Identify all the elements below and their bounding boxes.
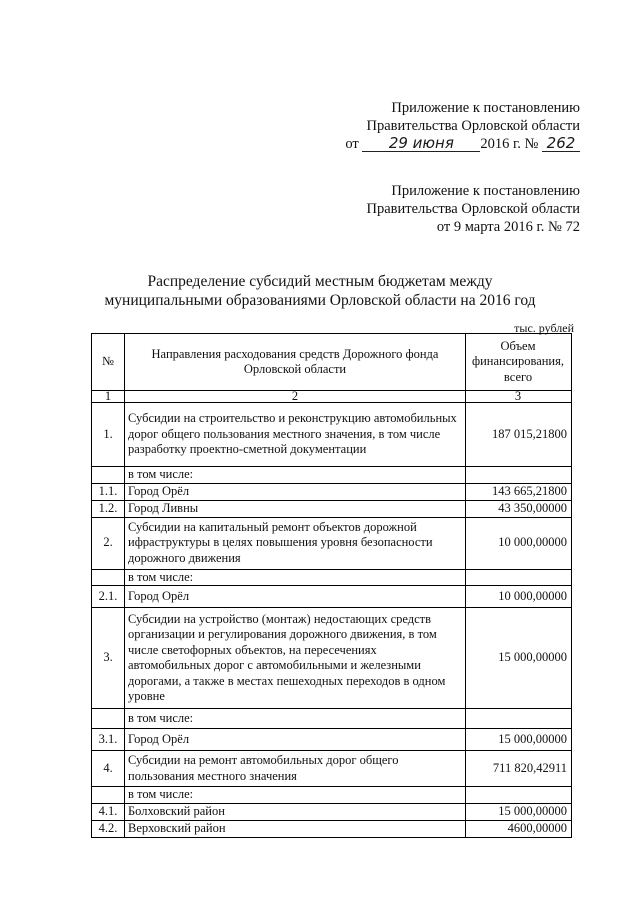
title-line-1: Распределение субсидий местным бюджетам между	[147, 273, 493, 290]
row-num	[92, 467, 125, 484]
handwritten-number: 262	[542, 135, 580, 152]
table-row	[92, 804, 572, 821]
row-amount	[466, 709, 572, 729]
table-row	[92, 569, 572, 586]
row-num: 3.1.	[92, 729, 125, 751]
row-num	[92, 787, 125, 804]
header-direction: Направления расходования средств Дорожного фонда Орловской области	[125, 334, 466, 391]
row-amount	[466, 787, 572, 804]
table-header-row	[92, 334, 572, 391]
row-text: Город Орёл	[125, 586, 466, 608]
row-num: 4.2.	[92, 821, 125, 838]
handwritten-date: 29 июня	[362, 135, 480, 152]
row-amount: 15 000,00000	[466, 804, 572, 821]
table-row	[92, 403, 572, 467]
row-text: в том числе:	[125, 569, 466, 586]
row-amount: 187 015,21800	[466, 403, 572, 467]
row-amount: 15 000,00000	[466, 729, 572, 751]
row-amount: 10 000,00000	[466, 517, 572, 569]
col-number: 2	[125, 391, 466, 403]
table-row	[92, 483, 572, 500]
row-text: в том числе:	[125, 787, 466, 804]
date-prefix: от	[345, 136, 359, 152]
row-text: Город Ливны	[125, 500, 466, 517]
col-number: 3	[466, 391, 572, 403]
row-num: 4.	[92, 751, 125, 787]
header-num: №	[92, 334, 125, 391]
row-text: Город Орёл	[125, 483, 466, 500]
col-number: 1	[92, 391, 125, 403]
prev-header-line-1: Приложение к постановлению	[391, 183, 580, 199]
prev-header-line-2: Правительства Орловской области	[366, 201, 580, 217]
table-row	[92, 787, 572, 804]
row-num: 1.1.	[92, 483, 125, 500]
row-text: Субсидии на ремонт автомобильных дорог общего пользования местного значения	[125, 751, 466, 787]
table-row	[92, 517, 572, 569]
row-text: Город Орёл	[125, 729, 466, 751]
row-text: в том числе:	[125, 709, 466, 729]
title-line-2: муниципальными образованиями Орловской области на 2016 год	[104, 292, 536, 309]
row-text: Верховский район	[125, 821, 466, 838]
table-row	[92, 608, 572, 709]
units-label: тыс. рублей	[514, 321, 574, 335]
prev-header-line-3: от 9 марта 2016 г. № 72	[436, 219, 580, 235]
row-num: 4.1.	[92, 804, 125, 821]
row-num	[92, 709, 125, 729]
row-text: в том числе:	[125, 467, 466, 484]
row-amount: 143 665,21800	[466, 483, 572, 500]
row-amount: 43 350,00000	[466, 500, 572, 517]
row-num: 2.1.	[92, 586, 125, 608]
row-num: 2.	[92, 517, 125, 569]
subsidy-table	[91, 333, 572, 838]
table-row	[92, 467, 572, 484]
header-current-decree	[330, 99, 580, 153]
header-amount: Объем финансирования, всего	[466, 334, 572, 391]
row-text: Субсидии на строительство и реконструкцию автомобильных дорог общего пользования местного значения, в том числе разработку проектно-сметной документации	[125, 403, 466, 467]
row-amount: 4600,00000	[466, 821, 572, 838]
header-previous-decree	[330, 182, 580, 236]
row-amount: 15 000,00000	[466, 608, 572, 709]
header-line-2: Правительства Орловской области	[366, 118, 580, 134]
header-line-1: Приложение к постановлению	[391, 100, 580, 116]
row-amount: 711 820,42911	[466, 751, 572, 787]
document-title	[60, 272, 580, 310]
table-row	[92, 821, 572, 838]
header-date-line	[330, 135, 580, 153]
row-amount	[466, 467, 572, 484]
table-row	[92, 751, 572, 787]
row-num: 1.2.	[92, 500, 125, 517]
table-row	[92, 729, 572, 751]
year-text: 2016 г. №	[480, 136, 539, 152]
row-num: 3.	[92, 608, 125, 709]
row-num	[92, 569, 125, 586]
table-row	[92, 500, 572, 517]
row-amount	[466, 569, 572, 586]
row-num: 1.	[92, 403, 125, 467]
row-text: Болховский район	[125, 804, 466, 821]
row-text: Субсидии на капитальный ремонт объектов дорожной ифраструктуры в целях повышения уровня безопасности дорожного движения	[125, 517, 466, 569]
row-text: Субсидии на устройство (монтаж) недостающих средств организации и регулирования дорожного движения, в том числе светофорных объектов, на пересечениях автомобильных дорог с автомобильными и железными дорогами, а также в местах пешеходных переходов в одном уровне	[125, 608, 466, 709]
table-row	[92, 709, 572, 729]
row-amount: 10 000,00000	[466, 586, 572, 608]
column-number-row	[92, 391, 572, 403]
table-row	[92, 586, 572, 608]
